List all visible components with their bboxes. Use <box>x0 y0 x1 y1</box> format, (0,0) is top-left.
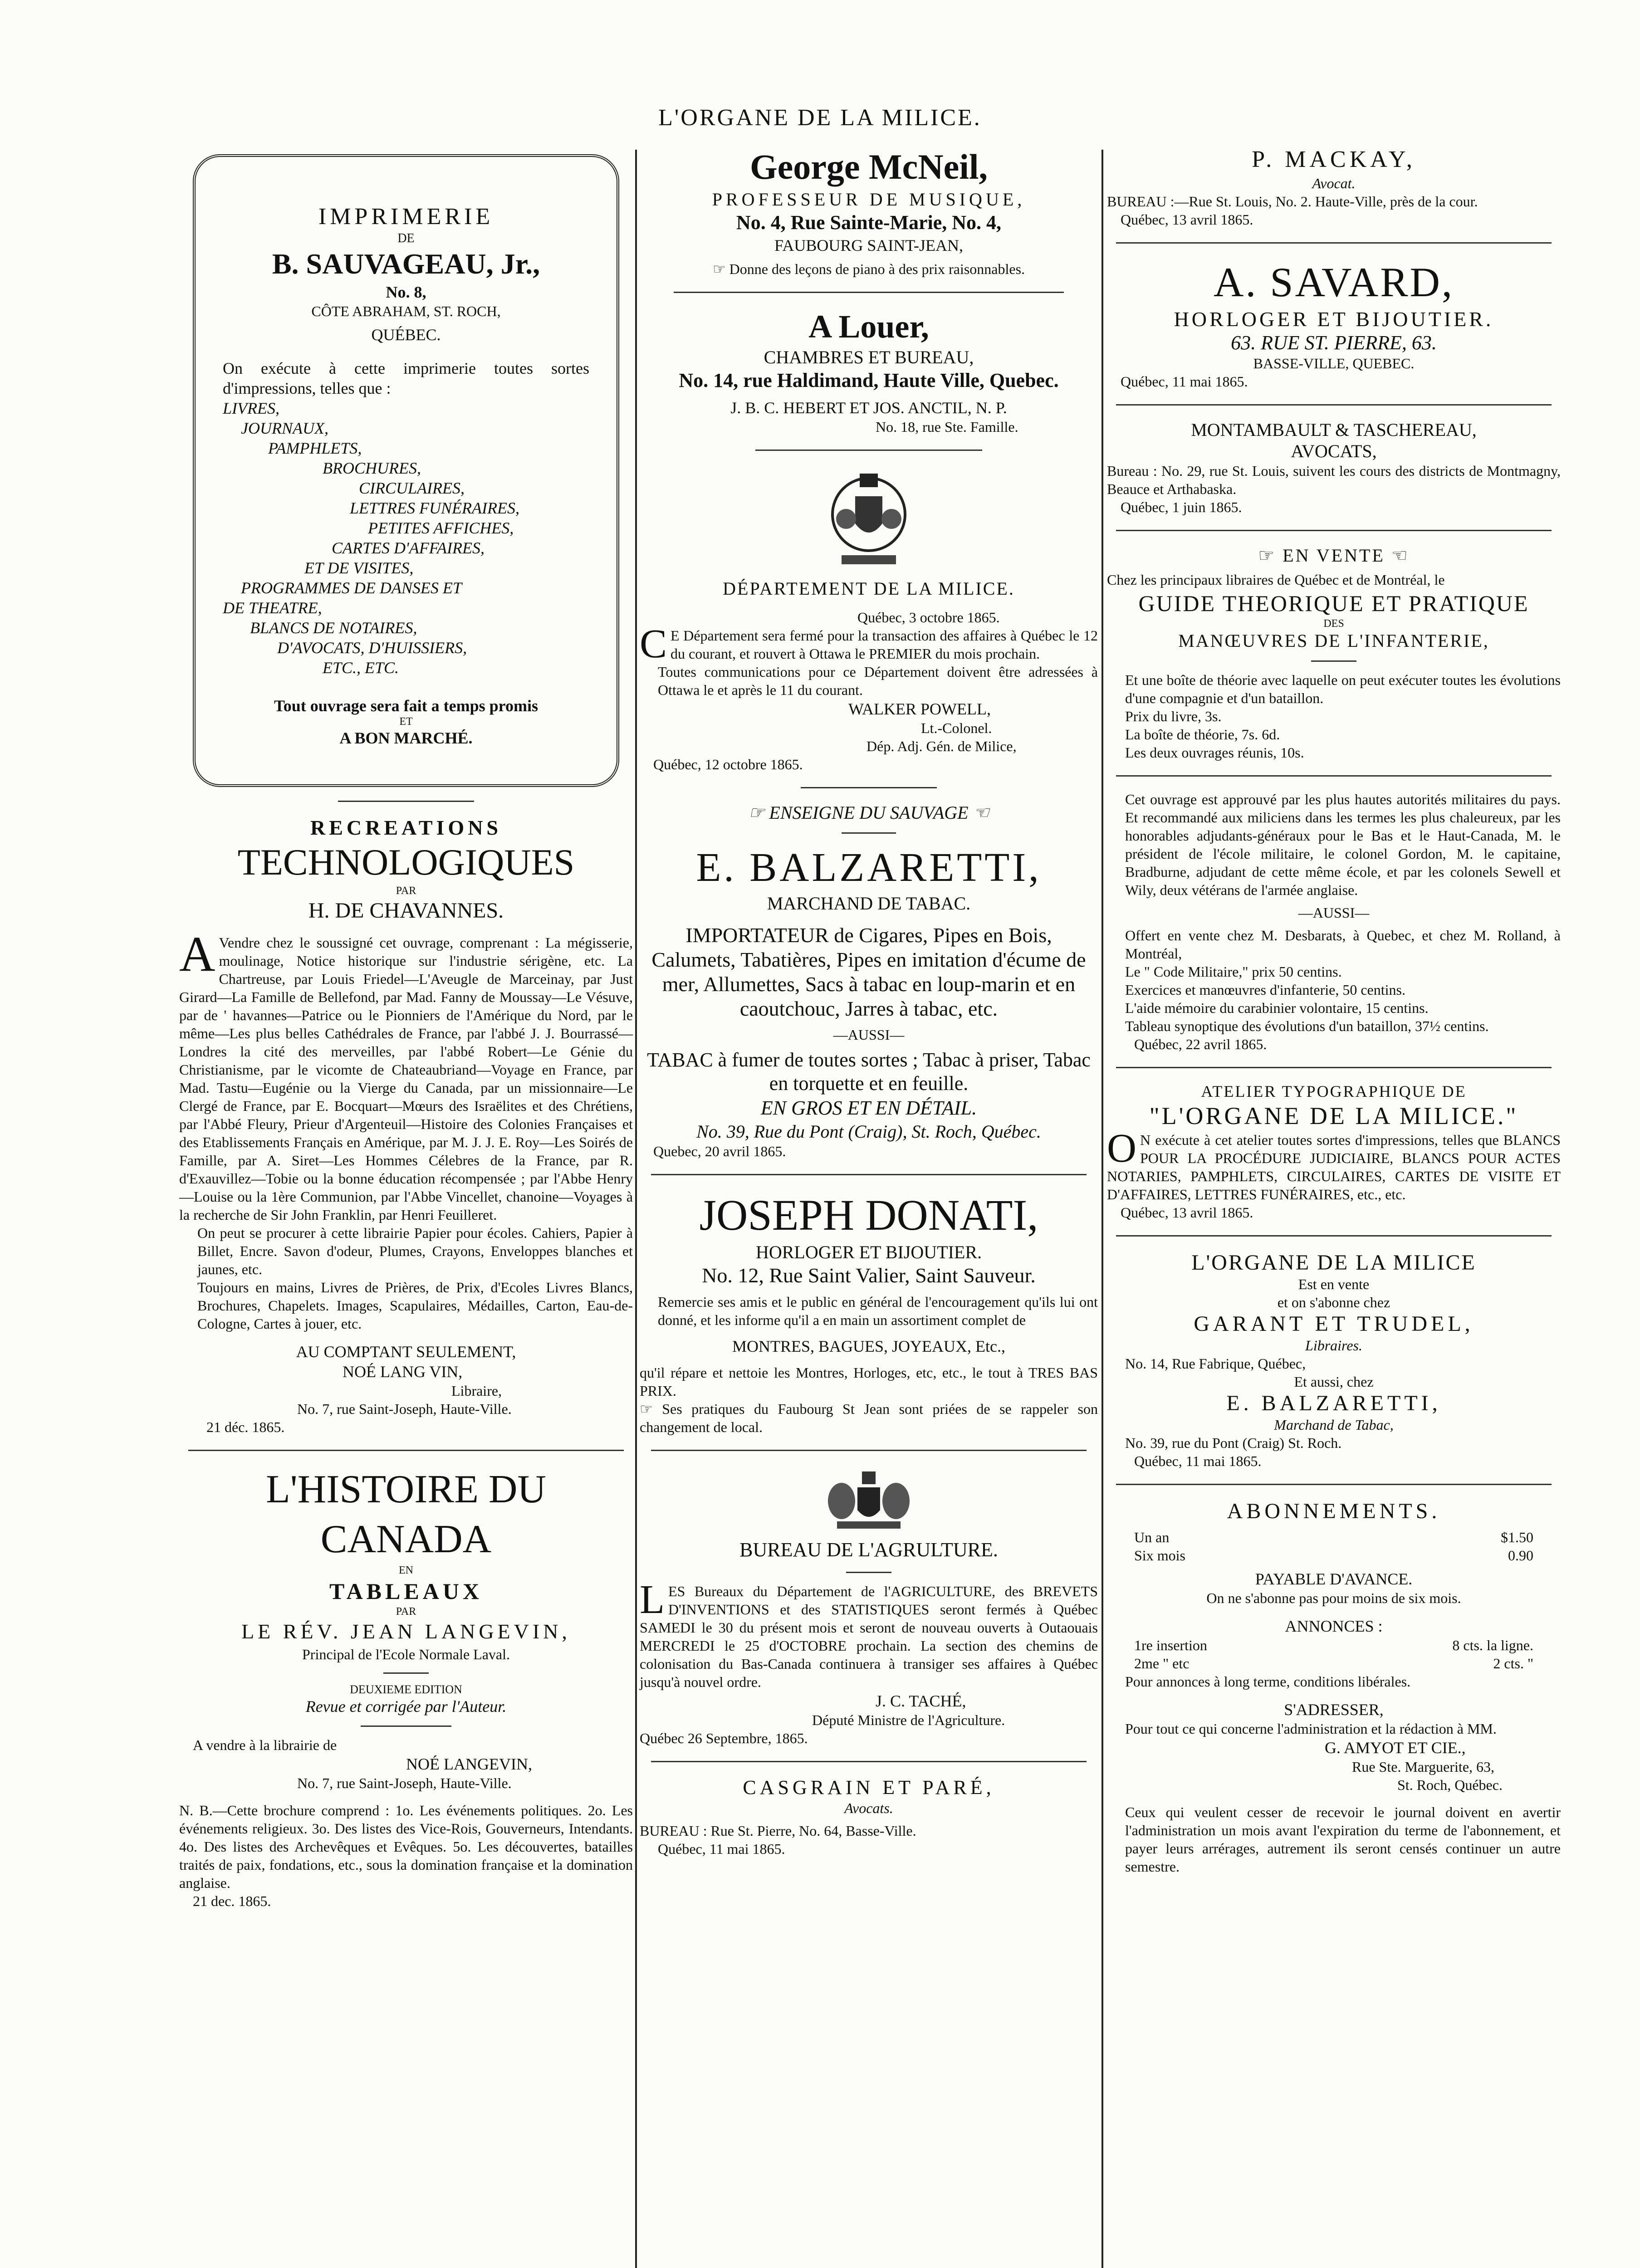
organe-aussi: Et aussi, chez <box>1294 1374 1374 1390</box>
imprimerie-no: No. 8, <box>386 283 426 301</box>
dropcap: A <box>179 926 215 982</box>
column-rule-left <box>635 150 637 2268</box>
divider <box>1116 404 1552 406</box>
divider <box>1116 775 1552 777</box>
imprimerie-item: BROCHURES, <box>323 459 421 477</box>
annonce-label: 1re insertion <box>1134 1637 1207 1653</box>
atelier-date: Québec, 13 avril 1865. <box>1121 1204 1253 1221</box>
recreations-author: H. DE CHAVANNES. <box>308 899 504 923</box>
pointing-hand-icon: ☜ <box>1385 545 1410 566</box>
balzaretti-enseigne: ENSEIGNE DU SAUVAGE <box>769 802 969 823</box>
divider <box>1116 530 1552 531</box>
mcneil-address: No. 4, Rue Sainte-Marie, No. 4, <box>736 211 1002 234</box>
louer-subtitle: CHAMBRES ET BUREAU, <box>764 347 974 367</box>
recreations-subtitle: TECHNOLOGIQUES <box>237 841 575 883</box>
atelier-body: N exécute à cet atelier toutes sortes d'impressions, telles que BLANCS POUR LA PROCÉDURE JUDICIAIRE, BLANCS POUR ACTES NOTARIES, PAMPHLETS, CIRCULAIRES, CARTES DE VISITE ET D'AFFAIRES, LETTRES FUNÉRAIRES, etc., etc. <box>1107 1132 1561 1202</box>
milice-body: E Département sera fermé pour la transaction des affaires à Québec le 12 du courant, et rouvert à Ottawa le PREMIER du mois prochain. <box>671 627 1098 662</box>
mcneil-faubourg: FAUBOURG SAINT-JEAN, <box>774 236 964 254</box>
imprimerie-item: DE THEATRE, <box>223 599 322 617</box>
savard-date: Québec, 11 mai 1865. <box>1121 373 1248 390</box>
imprimerie-ad <box>193 154 619 787</box>
guide-p1: Et une boîte de théorie avec laquelle on peut exécuter toutes les évolutions d'une compagnie et d'un bataillon. <box>1125 672 1561 706</box>
guide-vente: EN VENTE <box>1283 545 1385 566</box>
agri-title: BUREAU DE L'AGRULTURE. <box>739 1539 998 1561</box>
montambault-role: AVOCATS, <box>1291 441 1377 461</box>
dropcap: O <box>1107 1126 1136 1171</box>
organe-title: L'ORGANE DE LA MILICE <box>1191 1251 1476 1275</box>
recreations-par: PAR <box>396 885 416 897</box>
guide-des: DES <box>1323 618 1344 630</box>
savard-city: BASSE-VILLE, QUEBEC. <box>1253 355 1415 371</box>
atelier-name: "L'ORGANE DE LA MILICE." <box>1149 1102 1518 1129</box>
divider <box>1116 1067 1552 1068</box>
organe-trade: Marchand de Tabac, <box>1274 1417 1394 1433</box>
agri-role: Député Ministre de l'Agriculture. <box>812 1712 1005 1728</box>
imprimerie-item: PAMPHLETS, <box>268 439 362 457</box>
louer-address2: No. 18, rue Ste. Famille. <box>876 419 1018 435</box>
abonnements-title: ABONNEMENTS. <box>1227 1499 1441 1523</box>
organe-l2: et on s'abonne chez <box>1277 1294 1390 1310</box>
casgrain-date: Québec, 11 mai 1865. <box>658 1841 785 1857</box>
imprimerie-title: IMPRIMERIE <box>318 204 494 230</box>
milice-title: DÉPARTEMENT DE LA MILICE. <box>723 578 1015 599</box>
imprimerie-item: JOURNAUX, <box>241 419 328 437</box>
louer-names: J. B. C. HEBERT ET JOS. ANCTIL, N. P. <box>730 399 1007 417</box>
abonnements-min: On ne s'abonne pas pour moins de six mois. <box>1206 1590 1461 1606</box>
imprimerie-name: B. SAUVAGEAU, Jr., <box>272 248 540 280</box>
divider <box>1116 1484 1552 1485</box>
imprimerie-city: QUÉBEC. <box>371 326 441 344</box>
donati-goods: MONTRES, BAGUES, JOYEAUX, Etc., <box>732 1337 1005 1355</box>
column-middle <box>640 145 1098 1858</box>
organe-address2: No. 39, rue du Pont (Craig) St. Roch. <box>1125 1435 1342 1451</box>
imprimerie-item: LETTRES FUNÉRAIRES, <box>350 499 519 517</box>
imprimerie-items <box>223 398 589 678</box>
savard-name: A. SAVARD, <box>1213 259 1454 305</box>
imprimerie-item: CIRCULAIRES, <box>359 479 465 497</box>
guide-p2: Cet ouvrage est approuvé par les plus hautes autorités militaires du pays. Et recommandé aux miliciens dans les termes les plus chaleureux, par les honorables adjudants-généraux pour le Bas et le Haut-Canada, M. le président de l'école militaire, le colonel Gordon, M. le capitaine, Bradburne, adjudant de cette même école, et par les colonels Sewell et Wily, deux vétérans de l'armée anglaise. <box>1125 791 1561 898</box>
pointing-hand-icon: ☞ <box>640 1401 662 1417</box>
balzaretti-p2: TABAC à fumer de toutes sortes ; Tabac à priser, Tabac en torquette et en feuille. <box>647 1049 1091 1095</box>
organe-date: Québec, 11 mai 1865. <box>1134 1453 1262 1469</box>
guide-date: Québec, 22 avril 1865. <box>1134 1036 1267 1052</box>
donati-p1: Remercie ses amis et le public en général de l'encouragement qu'ils lui ont donné, et les informe qu'il a en main un assortiment complet de <box>658 1294 1098 1328</box>
pointing-hand-icon: ☜ <box>968 802 989 823</box>
annonces-long: Pour annonces à long terme, conditions libérales. <box>1125 1673 1411 1690</box>
divider <box>842 832 896 834</box>
louer-title: A Louer, <box>808 308 929 345</box>
guide-p7: Tableau synoptique des évolutions d'un bataillon, 37½ centins. <box>1125 1018 1489 1034</box>
divider <box>846 1572 891 1573</box>
divider <box>651 1174 1087 1175</box>
histoire-author: LE RÉV. JEAN LANGEVIN, <box>241 1620 571 1643</box>
divider <box>651 1761 1087 1762</box>
balzaretti-address: No. 39, Rue du Pont (Craig), St. Roch, Québec. <box>696 1121 1041 1142</box>
divider <box>1311 660 1356 662</box>
imprimerie-item: BLANCS DE NOTAIRES, <box>250 619 417 637</box>
imprimerie-item: LIVRES, <box>223 399 279 417</box>
annonce-value: 8 cts. la ligne. <box>1452 1637 1533 1653</box>
column-rule-right <box>1101 150 1103 2268</box>
guide-title: GUIDE THEORIQUE ET PRATIQUE <box>1138 591 1529 616</box>
adresser-p1: Pour tout ce qui concerne l'administration et la rédaction à MM. <box>1125 1721 1497 1737</box>
divider <box>188 1450 624 1451</box>
mcneil-profession: PROFESSEUR DE MUSIQUE, <box>712 189 1026 210</box>
recreations-date: 21 déc. 1865. <box>206 1419 285 1435</box>
organe-role: Libraires. <box>1305 1337 1362 1354</box>
recreations-seller: NOÉ LANG VIN, <box>343 1363 463 1381</box>
dropcap: C <box>640 621 667 666</box>
casgrain-address: BUREAU : Rue St. Pierre, No. 64, Basse-Ville. <box>640 1823 916 1839</box>
imprimerie-item: CARTES D'AFFAIRES, <box>332 539 485 557</box>
agri-signature: J. C. TACHÉ, <box>876 1692 966 1710</box>
milice-date: Québec, 3 octobre 1865. <box>857 609 1000 626</box>
divider <box>338 801 474 802</box>
divider <box>801 787 937 788</box>
abonnement-row <box>1134 1528 1533 1546</box>
annonce-label: 2me " etc <box>1134 1655 1190 1672</box>
guide-price: La boîte de théorie, 7s. 6d. <box>1125 726 1280 743</box>
casgrain-role: Avocats. <box>844 1800 893 1816</box>
adresser-firm: G. AMYOT ET CIE., <box>1325 1739 1466 1757</box>
atelier-title: ATELIER TYPOGRAPHIQUE DE <box>1201 1082 1467 1100</box>
divider <box>674 292 1064 293</box>
recreations-cash: AU COMPTANT SEULEMENT, <box>296 1343 516 1361</box>
annonce-row <box>1134 1636 1533 1654</box>
mackay-address: BUREAU :—Rue St. Louis, No. 2. Haute-Ville, près de la cour. <box>1107 193 1478 210</box>
histoire-edition: DEUXIEME EDITION <box>350 1683 462 1696</box>
donati-trade: HORLOGER ET BIJOUTIER. <box>755 1242 982 1262</box>
milice-signature: WALKER POWELL, <box>848 700 991 718</box>
recreations-p3: Toujours en mains, Livres de Prières, de Prix, d'Ecoles Livres Blancs, Brochures, Chapelets. Images, Scapulaires, Médailles, Carton, Eau-de-Cologne, Cartes à jouer, etc. <box>197 1279 633 1332</box>
histoire-par: PAR <box>396 1606 416 1618</box>
balzaretti-trade: MARCHAND DE TABAC. <box>767 893 971 914</box>
divider <box>361 1725 451 1727</box>
guide-price: Les deux ouvrages réunis, 10s. <box>1125 744 1304 761</box>
mcneil-name: George McNeil, <box>749 147 988 186</box>
abonnement-value: $1.50 <box>1501 1529 1533 1545</box>
adresser-title: S'ADRESSER, <box>1284 1701 1384 1719</box>
histoire-nb: N. B.—Cette brochure comprend : 1o. Les événements politiques. 2o. Les événements religieux. 3o. Des listes des Vice-Rois, Gouverneurs, Intendants. 4o. Des listes des Archevêques et Evêques. 5o. Les découvertes, batailles traités de paix, fondations, etc., sous la domination française et la domination anglaise. <box>179 1802 633 1891</box>
imprimerie-intro: On exécute à cette imprimerie toutes sortes d'impressions, telles que : <box>223 359 589 397</box>
montambault-date: Québec, 1 juin 1865. <box>1121 499 1242 515</box>
pointing-hand-icon: ☞ <box>748 802 769 823</box>
donati-name: JOSEPH DONATI, <box>699 1191 1038 1239</box>
abonnement-label: Un an <box>1134 1529 1170 1545</box>
donati-p2: qu'il répare et nettoie les Montres, Horloges, etc, etc., le tout à TRES BAS PRIX. <box>640 1364 1098 1399</box>
abonnement-value: 0.90 <box>1508 1547 1533 1564</box>
abonnements-p2: Ceux qui veulent cesser de recevoir le journal doivent en avertir l'administration un mois avant l'expiration du terme de l'abonnement, et payer leurs arrérages, autrement ils seront censés continuer un autre semestre. <box>1125 1804 1561 1875</box>
pointing-hand-icon: ☞ <box>712 261 729 277</box>
agri-body: ES Bureaux du Département de l'AGRICULTURE, des BREVETS D'INVENTIONS et des STATISTIQUES seront fermés à Québec SAMEDI le 30 du présent mois et seront de nouveau ouverts à Outaouais MERCREDI le 25 d'OCTOBRE prochain. La section des chemins de colonisation du Bas-Canada continuera à transiger ses affaires à Québec jusqu'à nouvel ordre. <box>640 1583 1098 1690</box>
histoire-vendre: A vendre à la librairie de <box>193 1737 337 1753</box>
guide-p3: Offert en vente chez M. Desbarats, à Quebec, et chez M. Rolland, à Montréal, <box>1125 927 1561 962</box>
balzaretti-name: E. BALZARETTI, <box>696 845 1042 890</box>
recreations-libraire: Libraire, <box>451 1383 502 1399</box>
divider <box>1116 1235 1552 1237</box>
imprimerie-cheap: A BON MARCHÉ. <box>339 729 473 747</box>
donati-p3: Ses pratiques du Faubourg St Jean sont priées de se rappeler son changement de local. <box>640 1401 1098 1435</box>
organe-names: GARANT ET TRUDEL, <box>1194 1312 1474 1336</box>
milice-department: Dép. Adj. Gén. de Milice, <box>867 738 1017 754</box>
imprimerie-item: D'AVOCATS, D'HUISSIERS, <box>277 639 467 657</box>
guide-p5: Exercices et manœuvres d'infanterie, 50 centins. <box>1125 982 1405 998</box>
abonnement-label: Six mois <box>1134 1547 1185 1564</box>
pointing-hand-icon: ☞ <box>1258 545 1283 566</box>
guide-subtitle: MANŒUVRES DE L'INFANTERIE, <box>1178 631 1489 651</box>
mcneil-note: Donne des leçons de piano à des prix raisonnables. <box>729 261 1025 277</box>
guide-price: Prix du livre, 3s. <box>1125 708 1222 724</box>
imprimerie-item: PETITES AFFICHES, <box>368 519 514 537</box>
balzaretti-gros: EN GROS ET EN DÉTAIL. <box>760 1097 977 1119</box>
imprimerie-et: ET <box>399 716 413 728</box>
annonce-value: 2 cts. " <box>1493 1655 1533 1672</box>
balzaretti-p1: IMPORTATEUR de Cigares, Pipes en Bois, Calumets, Tabatières, Pipes en imitation d'écume de mer, Allumettes, Sacs à tabac en loup-marin et en caoutchouc, Jarres à tabac, etc. <box>651 924 1086 1020</box>
milice-p2: Toutes communications pour ce Département doivent être adressées à Ottawa le et après le 11 du courant. <box>658 664 1098 698</box>
divider <box>1116 242 1552 244</box>
histoire-en: EN <box>399 1564 413 1576</box>
adresser-city: St. Roch, Québec. <box>1397 1777 1503 1793</box>
guide-intro: Chez les principaux libraires de Québec et de Montréal, le <box>1107 572 1445 588</box>
histoire-address: No. 7, rue Saint-Joseph, Haute-Ville. <box>297 1775 512 1791</box>
imprimerie-item: ET DE VISITES, <box>304 559 414 577</box>
column-left <box>179 145 633 1910</box>
louer-address: No. 14, rue Haldimand, Haute Ville, Quebec. <box>679 369 1059 391</box>
abonnements-payable: PAYABLE D'AVANCE. <box>1255 1570 1413 1588</box>
milice-rank: Lt.-Colonel. <box>921 720 992 736</box>
organe-address: No. 14, Rue Fabrique, Québec, <box>1125 1355 1306 1372</box>
coat-of-arms-emblem <box>819 464 919 573</box>
recreations-body: Vendre chez le soussigné cet ouvrage, comprenant : La mégisserie, moulinage, Notice historique sur l'industrie sérigène, etc. La Chartreuse, par Louis Friedel—L'Aveugle de Marceinay, par Just Girard—La Famille de Bellefond, par Mad. Fanny de Moussay—Le Vésuve, par de ' havannes—Patrice ou le Pionniers de l'Amérique du Nord, par le même—Les plus belles Cathédrales de France, par l'abbé J. J. Bourrassé—Londres la cité des merveilles, par l'abbé Robert—Le Génie du Christianisme, par le vicomte de Chateaubriand—Voyage en France, par Mad. Tastu—Eugénie ou la Vierge du Canada, par un missionnaire—Le Clergé de France, par E. Bocquart—Mœurs des Israëlites et des Chrétiens, par l'Abbé Fleury, Prieur d'Argenteuil—Histoire des Colonies Françaises et des Etablissements Français en Amérique, par M. J. J. E. Roy—Les Soirés de Famille, par A. Siret—Les Hommes Célebres de la France, par R. d'Exauvillez—Tobie ou la bonne éducation récompensée ; par l'Abbe Henry—Louise ou la 1ère Communion, par l'Abbe Vincellet, chanoine—Voyages à la recherche de Sir John Franklin, par Henri Feuilleret. <box>179 934 633 1223</box>
histoire-tableaux: TABLEAUX <box>329 1579 483 1604</box>
royal-arms-emblem <box>814 1465 923 1533</box>
recreations-address: No. 7, rue Saint-Joseph, Haute-Ville. <box>297 1401 512 1417</box>
savard-trade: HORLOGER ET BIJOUTIER. <box>1174 308 1494 331</box>
histoire-role: Principal de l'Ecole Normale Laval. <box>302 1646 510 1662</box>
milice-date2: Québec, 12 octobre 1865. <box>653 756 803 772</box>
recreations-p2: On peut se procurer à cette librairie Papier pour écoles. Cahiers, Papier à Billet, Encre. Savon d'odeur, Plumes, Crayons, Enveloppes blanches et jaunes, etc. <box>197 1225 633 1277</box>
annonce-row <box>1134 1654 1533 1672</box>
divider <box>383 1672 429 1674</box>
abonnement-row <box>1134 1546 1533 1564</box>
balzaretti-date: Quebec, 20 avril 1865. <box>653 1143 786 1159</box>
balzaretti-aussi: —AUSSI— <box>833 1026 905 1043</box>
agri-date: Québec 26 Septembre, 1865. <box>640 1730 808 1746</box>
annonces-title: ANNONCES : <box>1285 1617 1383 1635</box>
adresser-address: Rue Ste. Marguerite, 63, <box>1352 1759 1495 1775</box>
organe-balzaretti: E. BALZARETTI, <box>1226 1391 1441 1415</box>
organe-l1: Est en vente <box>1298 1276 1370 1292</box>
divider <box>755 450 982 451</box>
casgrain-name: CASGRAIN ET PARÉ, <box>743 1776 995 1799</box>
annonces-table <box>1107 1636 1561 1672</box>
newspaper-header: L'ORGANE DE LA MILICE. <box>658 105 982 131</box>
montambault-address: Bureau : No. 29, rue St. Louis, suivent les cours des districts de Montmagny, Beauce et Arthabaska. <box>1107 463 1561 497</box>
mackay-name: P. MACKAY, <box>1252 147 1416 172</box>
donati-address: No. 12, Rue Saint Valier, Saint Sauveur. <box>702 1264 1036 1287</box>
savard-address: 63. RUE ST. PIERRE, 63. <box>1231 332 1437 354</box>
column-right <box>1107 145 1561 1876</box>
imprimerie-item: PROGRAMMES DE DANSES ET <box>241 579 462 597</box>
histoire-revue: Revue et corrigée par l'Auteur. <box>305 1697 507 1716</box>
mackay-role: Avocat. <box>1312 175 1356 191</box>
guide-p6: L'aide mémoire du carabinier volontaire, 15 centins. <box>1125 1000 1429 1016</box>
imprimerie-promise: Tout ouvrage sera fait a temps promis <box>274 697 538 715</box>
guide-aussi: —AUSSI— <box>1298 904 1370 921</box>
divider <box>651 1450 1087 1451</box>
recreations-title: RECREATIONS <box>310 816 502 839</box>
histoire-title: L'HISTOIRE DU CANADA <box>266 1467 546 1561</box>
dropcap: L <box>640 1577 665 1622</box>
histoire-libraire: NOÉ LANGEVIN, <box>406 1755 532 1773</box>
imprimerie-de: DE <box>397 231 415 245</box>
abonnements-table <box>1107 1524 1561 1569</box>
mackay-date: Québec, 13 avril 1865. <box>1121 211 1253 228</box>
imprimerie-street: CÔTE ABRAHAM, ST. ROCH, <box>311 303 501 319</box>
guide-p4: Le " Code Militaire," prix 50 centins. <box>1125 963 1342 980</box>
montambault-name: MONTAMBAULT & TASCHEREAU, <box>1191 420 1477 440</box>
histoire-date: 21 dec. 1865. <box>193 1893 271 1909</box>
imprimerie-item: ETC., ETC. <box>323 659 399 677</box>
